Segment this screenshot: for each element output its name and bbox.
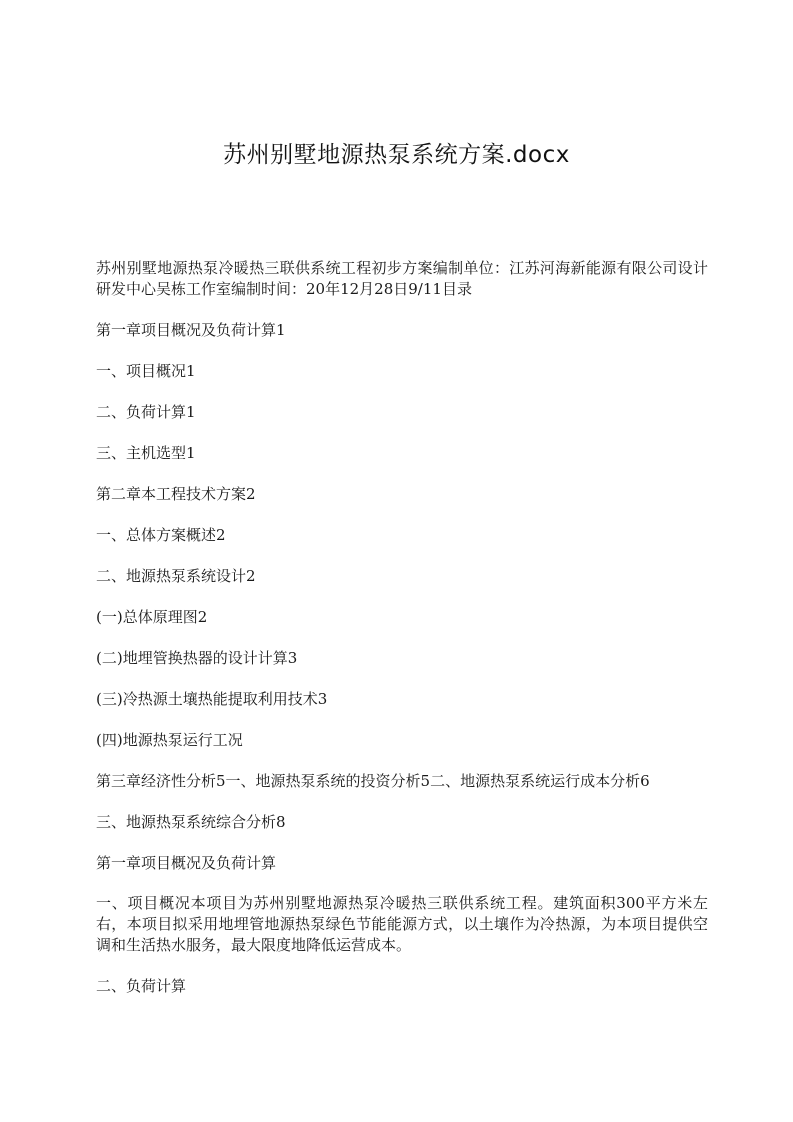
toc-subitem: (三)冷热源土壤热能提取利用技术3 bbox=[96, 690, 328, 708]
toc-item: 三、地源热泵系统综合分析8 bbox=[96, 813, 286, 831]
toc-item: 二、负荷计算1 bbox=[96, 403, 196, 421]
toc-chapter-3: 第三章经济性分析5一、地源热泵系统的投资分析5二、地源热泵系统运行成本分析6 bbox=[96, 772, 650, 790]
document-body bbox=[96, 258, 708, 1017]
toc-item: 一、总体方案概述2 bbox=[96, 526, 226, 544]
toc-item: 二、地源热泵系统设计2 bbox=[96, 567, 256, 585]
project-overview-paragraph: 一、项目概况本项目为苏州别墅地源热泵冷暖热三联供系统工程。建筑面积300平方米左右，本项目拟采用地埋管地源热泵绿色节能能源方式，以土壤作为冷热源，为本项目提供空调和生活热水服务，最大限度地降低运营成本。 bbox=[96, 894, 708, 954]
toc-subitem: (四)地源热泵运行工况 bbox=[96, 731, 243, 749]
chapter-1-heading: 第一章项目概况及负荷计算 bbox=[96, 854, 277, 872]
toc-subitem: (一)总体原理图2 bbox=[96, 608, 208, 626]
toc-item: 一、项目概况1 bbox=[96, 362, 196, 380]
document-title: 苏州别墅地源热泵系统方案.docx bbox=[223, 142, 570, 168]
toc-chapter-1: 第一章项目概况及负荷计算1 bbox=[96, 321, 286, 339]
intro-paragraph: 苏州别墅地源热泵冷暖热三联供系统工程初步方案编制单位：江苏河海新能源有限公司设计研发中心吴栋工作室编制时间：20年12月28日9/11目录 bbox=[96, 259, 708, 298]
toc-chapter-2: 第二章本工程技术方案2 bbox=[96, 485, 256, 503]
toc-subitem: (二)地埋管换热器的设计计算3 bbox=[96, 649, 298, 667]
load-calculation-heading: 二、负荷计算 bbox=[96, 977, 187, 995]
toc-item: 三、主机选型1 bbox=[96, 444, 196, 462]
